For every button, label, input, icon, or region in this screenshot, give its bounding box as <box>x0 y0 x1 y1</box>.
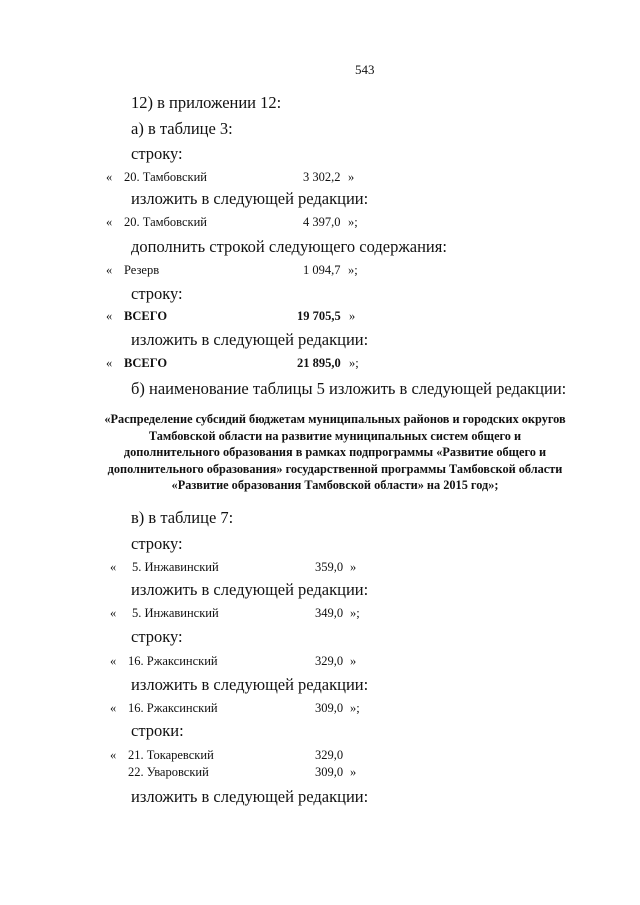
row-value: 21 895,0 <box>297 356 341 370</box>
open-quote: « <box>106 170 113 184</box>
close-quote: » <box>350 560 357 574</box>
close-quote: »; <box>348 263 358 277</box>
instruction-label: дополнить строкой следующего содержания: <box>131 237 447 256</box>
row-name: 5. Инжавинский <box>132 606 219 620</box>
instruction-label: изложить в следующей редакции: <box>131 580 369 599</box>
open-quote: « <box>110 701 117 715</box>
title-line: Тамбовской области на развитие муниципальных систем общего и <box>148 428 522 443</box>
row-name: 22. Уваровский <box>128 765 209 779</box>
instruction-label: строку: <box>131 534 183 553</box>
row-name: 16. Ржаксинский <box>128 654 218 668</box>
row-value: 4 397,0 <box>303 215 341 229</box>
close-quote: »; <box>348 215 358 229</box>
instruction-label: изложить в следующей редакции: <box>131 675 369 694</box>
row-name: ВСЕГО <box>124 356 168 370</box>
open-quote: « <box>110 560 117 574</box>
open-quote: « <box>106 356 113 370</box>
close-quote: »; <box>350 606 360 620</box>
table-title-block <box>70 411 600 494</box>
row-name: 16. Ржаксинский <box>128 701 218 715</box>
row-value: 359,0 <box>315 560 344 574</box>
row-value: 19 705,5 <box>297 309 341 323</box>
row-value: 309,0 <box>315 765 344 779</box>
instruction-label: строку: <box>131 284 183 303</box>
row-name: ВСЕГО <box>124 309 168 323</box>
close-quote: »; <box>350 701 360 715</box>
row-value: 309,0 <box>315 701 344 715</box>
close-quote: » <box>350 654 357 668</box>
instruction-label: строку: <box>131 627 183 646</box>
instruction-label: изложить в следующей редакции: <box>131 189 369 208</box>
subsection-v-heading: в) в таблице 7: <box>131 508 234 527</box>
subsection-a-heading: а) в таблице 3: <box>131 119 233 138</box>
instruction-label: строку: <box>131 144 183 163</box>
row-value: 329,0 <box>315 654 344 668</box>
row-name: 5. Инжавинский <box>132 560 219 574</box>
instruction-label: строки: <box>131 721 184 740</box>
open-quote: « <box>106 263 113 277</box>
row-value: 3 302,2 <box>303 170 341 184</box>
row-name: Резерв <box>124 263 160 277</box>
title-line: «Развитие образования Тамбовской области» на 2015 год»; <box>171 478 499 492</box>
section-heading: 12) в приложении 12: <box>131 93 282 112</box>
open-quote: « <box>110 606 117 620</box>
open-quote: « <box>110 654 117 668</box>
title-line: «Распределение субсидий бюджетам муниципальных районов и городских округов <box>104 412 566 426</box>
open-quote: « <box>106 309 113 323</box>
page-number: 543 <box>355 62 375 77</box>
title-line: дополнительного образования в рамках подпрограммы «Развитие общего и <box>123 445 547 459</box>
subsection-b-heading: б) наименование таблицы 5 изложить в следующей редакции: <box>131 379 567 398</box>
row-name: 21. Токаревский <box>128 748 214 762</box>
close-quote: » <box>350 765 357 779</box>
row-value: 349,0 <box>315 606 344 620</box>
instruction-label: изложить в следующей редакции: <box>131 330 369 349</box>
row-value: 1 094,7 <box>303 263 341 277</box>
row-value: 329,0 <box>315 748 344 762</box>
instruction-label: изложить в следующей редакции: <box>131 787 369 806</box>
row-name: 20. Тамбовский <box>124 170 207 184</box>
close-quote: » <box>348 170 355 184</box>
close-quote: »; <box>349 356 359 370</box>
open-quote: « <box>106 215 113 229</box>
open-quote: « <box>110 748 117 762</box>
row-name: 20. Тамбовский <box>124 215 207 229</box>
title-line: дополнительного образования» государственной программы Тамбовской области <box>107 461 563 476</box>
close-quote: » <box>349 309 356 323</box>
